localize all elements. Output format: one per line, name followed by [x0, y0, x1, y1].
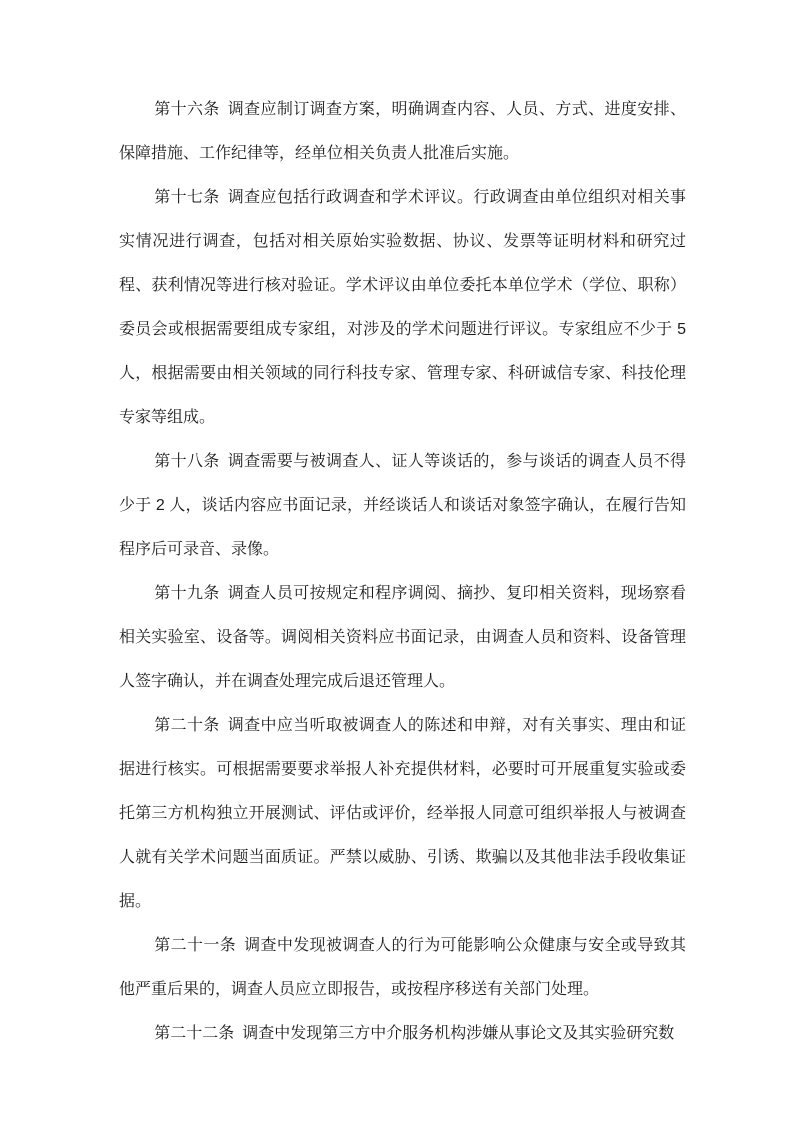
paragraph-text: 调查应制订调查方案，明确调查内容、人员、方式、进度安排、保障措施、工作纪律等，经单位相关负责人批准后实施。: [119, 101, 686, 162]
article-number: 第十八条: [154, 453, 220, 470]
paragraph: [119, 440, 686, 572]
paragraph: [119, 176, 686, 440]
paragraph: [119, 572, 686, 704]
paragraph: [119, 924, 686, 1012]
article-number: 第十六条: [154, 101, 220, 118]
article-number: 第十七条: [154, 189, 220, 206]
article-number: 第二十二条: [154, 1025, 235, 1042]
paragraph-text: 调查人员可按规定和程序调阅、摘抄、复印相关资料，现场察看相关实验室、设备等。调阅相关资料应书面记录，由调查人员和资料、设备管理人签字确认，并在调查处理完成后退还管理人。: [119, 585, 686, 690]
paragraph: [119, 1012, 686, 1056]
paragraph: [119, 88, 686, 176]
paragraph-text: 调查中发现被调查人的行为可能影响公众健康与安全或导致其他严重后果的，调查人员应立即报告，或按程序移送有关部门处理。: [119, 937, 686, 998]
article-number: 第二十一条: [154, 937, 237, 954]
paragraph-text: 调查中发现第三方中介服务机构涉嫌从事论文及其实验研究数: [242, 1025, 675, 1042]
paragraph: [119, 704, 686, 924]
paragraph-text: 调查需要与被调查人、证人等谈话的，参与谈话的调查人员不得少于 2 人，谈话内容应书面记录，并经谈话人和谈话对象签字确认，在履行告知程序后可录音、录像。: [119, 453, 686, 558]
article-number: 第二十条: [154, 717, 220, 734]
paragraph-text: 调查应包括行政调查和学术评议。行政调查由单位组织对相关事实情况进行调查，包括对相关原始实验数据、协议、发票等证明材料和研究过程、获利情况等进行核对验证。学术评议由单位委托本单位学术（学位、职称）委员会或根据需要组成专家组，对涉及的学术问题进行评议。专家组应不少于 5 人，根据需要由相关领域的同行科技专家、管理专家、科研诚信专家、科技伦理专家等组成。: [119, 189, 686, 426]
paragraph-text: 调查中应当听取被调查人的陈述和申辩，对有关事实、理由和证据进行核实。可根据需要要求举报人补充提供材料，必要时可开展重复实验或委托第三方机构独立开展测试、评估或评价，经举报人同意可组织举报人与被调查人就有关学术问题当面质证。严禁以威胁、引诱、欺骗以及其他非法手段收集证据。: [119, 717, 686, 910]
article-number: 第十九条: [154, 585, 220, 602]
page-content: [119, 88, 686, 1056]
